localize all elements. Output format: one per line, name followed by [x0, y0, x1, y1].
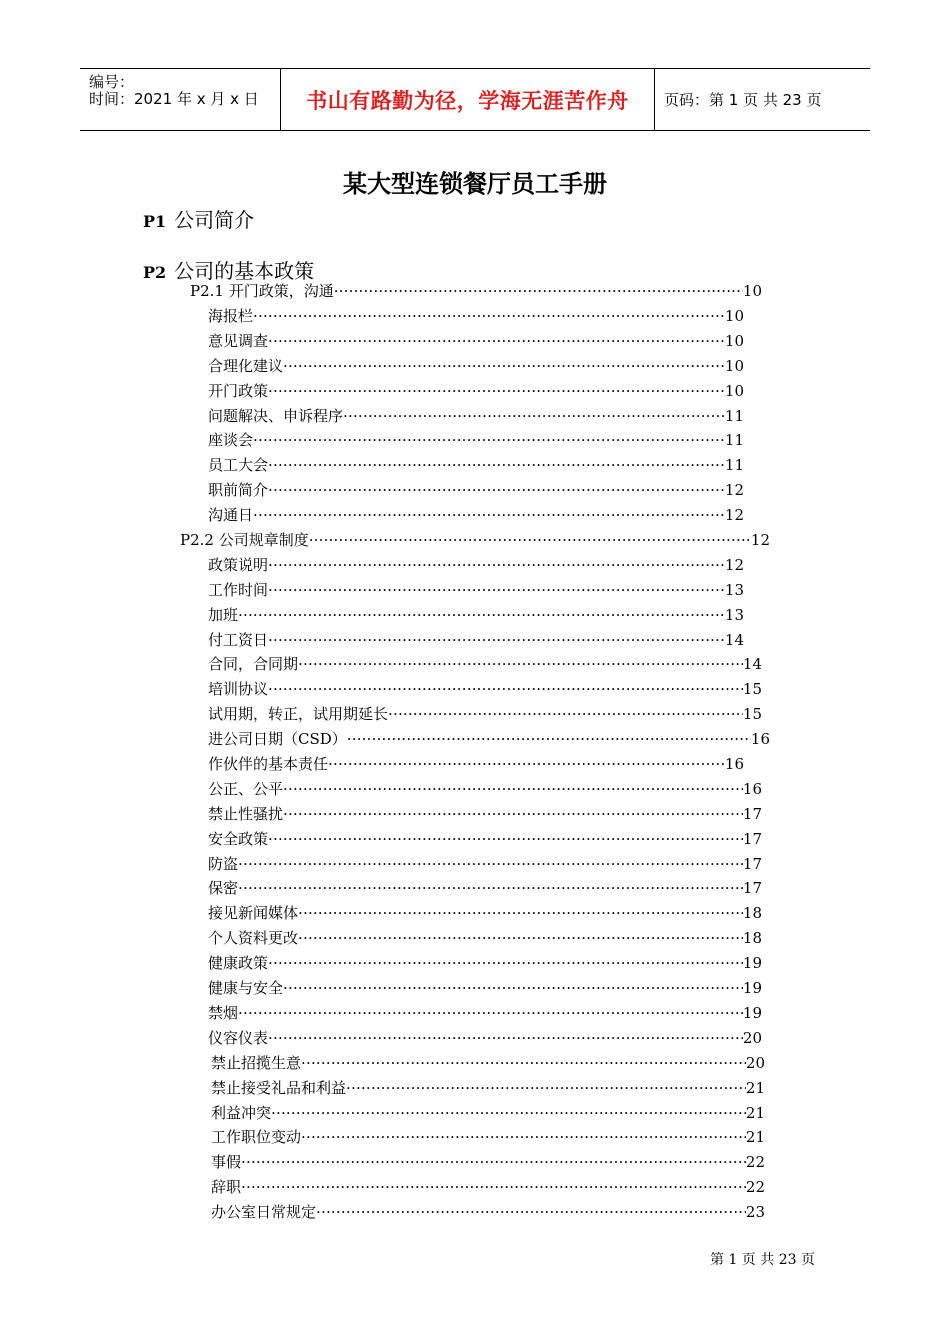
toc-dot-leader — [388, 705, 743, 723]
toc-entry-title: 问题解决、申诉程序 — [208, 407, 344, 425]
section-title: 公司简介 — [174, 208, 255, 232]
toc-entry-title: 沟通日 — [208, 506, 254, 524]
toc-entry — [208, 979, 762, 997]
toc-entry — [208, 780, 762, 798]
toc-page-number: 17 — [742, 805, 762, 823]
toc-dot-leader — [301, 1128, 746, 1146]
page-footer: 第 1 页 共 23 页 — [710, 1252, 815, 1268]
toc-dot-leader — [268, 830, 743, 848]
toc-page-number: 22 — [745, 1178, 765, 1196]
toc-entry-title: 健康与安全 — [208, 979, 284, 997]
toc-entry — [208, 855, 762, 873]
toc-entry — [208, 1029, 762, 1047]
toc-dot-leader — [253, 431, 725, 449]
toc-dot-leader — [301, 1054, 746, 1072]
toc-dot-leader — [283, 357, 725, 375]
toc-entry — [208, 755, 744, 773]
toc-entry-title: 禁止招揽生意 — [211, 1054, 302, 1072]
toc-entry-title: 办公室日常规定 — [211, 1203, 317, 1221]
toc-dot-leader — [298, 929, 743, 947]
toc-page-number: 21 — [745, 1079, 765, 1097]
toc-page-number: 13 — [724, 581, 744, 599]
toc-entry-title: 防盗 — [208, 855, 239, 873]
toc-entry — [208, 655, 762, 673]
toc-entry-title: 培训协议 — [208, 680, 269, 698]
toc-dot-leader — [346, 1079, 746, 1097]
toc-page-number: 12 — [750, 531, 770, 549]
toc-page-number: 14 — [724, 631, 744, 649]
toc-dot-leader — [316, 1203, 746, 1221]
toc-dot-leader — [253, 506, 725, 524]
toc-dot-leader — [343, 407, 725, 425]
toc-entry-title: 座谈会 — [208, 431, 254, 449]
toc-page-number: 17 — [742, 879, 762, 897]
document-time-label: 时间：2021 年 x 月 x 日 — [89, 90, 259, 108]
toc-dot-leader — [238, 879, 743, 897]
toc-entry-title: 开门政策 — [208, 382, 269, 400]
toc-entry — [208, 407, 744, 425]
header-motto: 书山有路勤为径，学海无涯苦作舟 — [306, 88, 629, 113]
toc-dot-leader — [283, 979, 743, 997]
toc-entry — [208, 680, 762, 698]
toc-entry — [211, 1153, 765, 1171]
header-page-cell — [655, 69, 870, 130]
toc-entry — [208, 481, 744, 499]
toc-dot-leader — [309, 531, 751, 549]
section-code: P1 — [143, 212, 167, 231]
toc-entry — [211, 1104, 765, 1122]
toc-entry — [208, 332, 744, 350]
toc-dot-leader — [283, 780, 743, 798]
toc-entry-title: 合理化建议 — [208, 357, 284, 375]
toc-page-number: 20 — [745, 1054, 765, 1072]
toc-page-number: 10 — [724, 332, 744, 350]
toc-entry-title: 加班 — [208, 606, 239, 624]
toc-dot-leader — [298, 904, 743, 922]
toc-entry-title: 工作职位变动 — [211, 1128, 302, 1146]
toc-dot-leader — [268, 556, 725, 574]
toc-entry — [208, 581, 744, 599]
toc-dot-leader — [238, 1004, 743, 1022]
toc-page-number: 12 — [724, 481, 744, 499]
toc-entry-title: 保密 — [208, 879, 239, 897]
toc-entry-title: 海报栏 — [208, 307, 254, 325]
toc-entry-title: P2.1 开门政策，沟通 — [190, 282, 334, 300]
toc-dot-leader — [283, 805, 743, 823]
page-header — [80, 68, 870, 131]
toc-entry-title: 进公司日期（CSD） — [208, 730, 347, 748]
toc-entry-title: 禁止性骚扰 — [208, 805, 284, 823]
toc-page-number: 19 — [742, 979, 762, 997]
toc-entry — [211, 1079, 765, 1097]
toc-dot-leader — [238, 855, 743, 873]
toc-dot-leader — [268, 332, 725, 350]
toc-entry — [208, 705, 762, 723]
toc-page-number: 14 — [742, 655, 762, 673]
toc-dot-leader — [241, 1178, 746, 1196]
toc-entry — [211, 1178, 765, 1196]
toc-page-number: 10 — [724, 307, 744, 325]
toc-page-number: 19 — [742, 954, 762, 972]
header-meta-cell — [80, 69, 281, 130]
toc-entry-title: 接见新闻媒体 — [208, 904, 299, 922]
toc-entry-title: 个人资料更改 — [208, 929, 299, 947]
toc-dot-leader — [268, 481, 725, 499]
toc-entry-title: 禁烟 — [208, 1004, 239, 1022]
toc-entry-title: 利益冲突 — [211, 1104, 272, 1122]
toc-dot-leader — [268, 954, 743, 972]
toc-entry — [208, 1004, 762, 1022]
toc-page-number: 18 — [742, 904, 762, 922]
toc-page-number: 21 — [745, 1128, 765, 1146]
toc-entry-title: 意见调查 — [208, 332, 269, 350]
toc-entry-title: 事假 — [211, 1153, 242, 1171]
toc-page-number: 19 — [742, 1004, 762, 1022]
section-code: P2 — [143, 263, 167, 282]
toc-dot-leader — [268, 382, 725, 400]
toc-entry — [208, 929, 762, 947]
toc-page-number: 20 — [742, 1029, 762, 1047]
toc-entry — [208, 431, 744, 449]
toc-dot-leader — [268, 581, 725, 599]
toc-entry — [208, 506, 744, 524]
toc-dot-leader — [268, 1029, 743, 1047]
toc-entry — [208, 879, 762, 897]
toc-page-number: 10 — [724, 382, 744, 400]
toc-entry-title: 公正、公平 — [208, 780, 284, 798]
toc-dot-leader — [268, 680, 743, 698]
toc-page-number: 17 — [742, 830, 762, 848]
toc-page-number: 11 — [724, 431, 744, 449]
header-motto-cell — [281, 69, 655, 130]
toc-page-number: 15 — [742, 705, 762, 723]
toc-entry — [208, 357, 744, 375]
toc-page-number: 16 — [750, 730, 770, 748]
toc-page-number: 22 — [745, 1153, 765, 1171]
toc-entry — [190, 282, 762, 300]
toc-entry — [180, 531, 770, 549]
toc-page-number: 11 — [724, 456, 744, 474]
toc-dot-leader — [253, 307, 725, 325]
toc-entry-title: P2.2 公司规章制度 — [180, 531, 309, 549]
toc-entry — [211, 1128, 765, 1146]
section-p2 — [143, 255, 314, 284]
header-page-label: 页码：第 1 页 共 23 页 — [664, 91, 822, 109]
toc-page-number: 21 — [745, 1104, 765, 1122]
toc-entry-title: 职前简介 — [208, 481, 269, 499]
toc-page-number: 13 — [724, 606, 744, 624]
toc-dot-leader — [271, 1104, 746, 1122]
toc-dot-leader — [334, 282, 743, 300]
toc-dot-leader — [241, 1153, 746, 1171]
toc-page-number: 16 — [724, 755, 744, 773]
toc-entry-title: 合同，合同期 — [208, 655, 299, 673]
toc-entry-title: 付工资日 — [208, 631, 269, 649]
section-p1 — [143, 204, 254, 233]
toc-entry-title: 试用期，转正，试用期延长 — [208, 705, 389, 723]
toc-entry — [208, 904, 762, 922]
toc-entry — [208, 606, 744, 624]
toc-entry — [211, 1203, 765, 1221]
document-title: 某大型连锁餐厅员工手册 — [343, 169, 607, 198]
toc-dot-leader — [238, 606, 725, 624]
toc-dot-leader — [268, 456, 725, 474]
toc-entry-title: 政策说明 — [208, 556, 269, 574]
toc-page-number: 10 — [742, 282, 762, 300]
toc-entry — [208, 307, 744, 325]
toc-page-number: 10 — [724, 357, 744, 375]
toc-page-number: 12 — [724, 506, 744, 524]
toc-entry-title: 安全政策 — [208, 830, 269, 848]
toc-entry — [208, 382, 744, 400]
toc-dot-leader — [347, 730, 751, 748]
toc-dot-leader — [298, 655, 743, 673]
toc-entry-title: 禁止接受礼品和利益 — [211, 1079, 347, 1097]
toc-entry — [208, 954, 762, 972]
toc-entry-title: 作伙伴的基本责任 — [208, 755, 329, 773]
toc-page-number: 17 — [742, 855, 762, 873]
toc-entry — [211, 1054, 765, 1072]
toc-page-number: 12 — [724, 556, 744, 574]
toc-entry — [208, 456, 744, 474]
toc-dot-leader — [268, 631, 725, 649]
toc-entry — [208, 730, 770, 748]
document-number-label: 编号： — [89, 73, 135, 91]
toc-page-number: 15 — [742, 680, 762, 698]
toc-entry-title: 辞职 — [211, 1178, 242, 1196]
toc-page-number: 16 — [742, 780, 762, 798]
toc-entry-title: 工作时间 — [208, 581, 269, 599]
toc-entry — [208, 631, 744, 649]
toc-page-number: 18 — [742, 929, 762, 947]
section-title: 公司的基本政策 — [174, 259, 315, 283]
toc-page-number: 11 — [724, 407, 744, 425]
toc-entry-title: 健康政策 — [208, 954, 269, 972]
toc-entry-title: 员工大会 — [208, 456, 269, 474]
toc-entry-title: 仪容仪表 — [208, 1029, 269, 1047]
toc-page-number: 23 — [745, 1203, 765, 1221]
toc-entry — [208, 805, 762, 823]
toc-entry — [208, 830, 762, 848]
toc-entry — [208, 556, 744, 574]
toc-dot-leader — [328, 755, 725, 773]
